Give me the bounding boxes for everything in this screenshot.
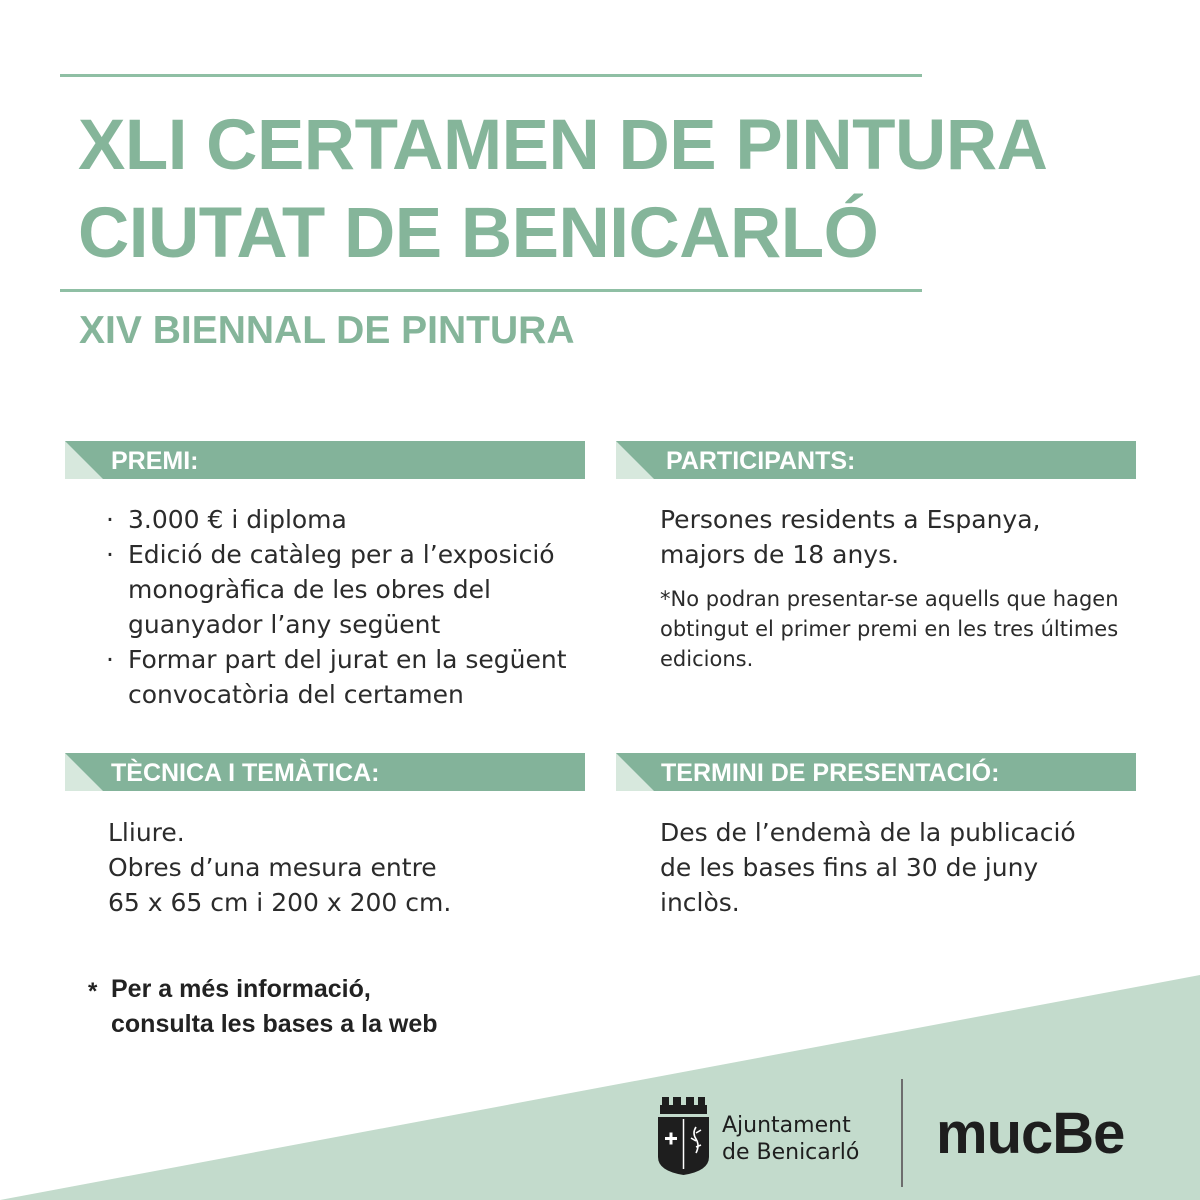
ajuntament-line-2: de Benicarló [722,1140,860,1165]
participants-note: *No podran presentar-se aquells que hagen obtingut el primer premi en les tres últimes edicions. [660,587,1119,671]
termini-header [616,753,1136,791]
participants-header [616,441,1136,479]
ajuntament-logo-text [722,1112,859,1166]
participants-body [660,502,1130,674]
tecnica-line-1: Lliure. [108,818,185,847]
premi-heading: PREMI: [111,447,199,475]
more-info [88,972,438,1042]
ajuntament-line-1: Ajuntament [722,1113,851,1138]
participants-heading: PARTICIPANTS: [666,447,856,475]
coat-of-arms-icon [656,1097,711,1175]
termini-heading: TERMINI DE PRESENTACIÓ: [661,759,1000,787]
tecnica-body [108,815,578,920]
tecnica-header [65,753,585,791]
premi-item: · Formar part del jurat en la següent convocatòria del certamen [108,642,578,712]
premi-body [108,502,578,712]
participants-line-1: Persones residents a Espanya, [660,505,1041,534]
premi-item: · Edició de catàleg per a l’exposició monogràfica de les obres del guanyador l’any següent [108,537,578,642]
top-rule [60,74,922,77]
premi-item: · 3.000 € i diploma [108,502,578,537]
band-corner [65,753,103,791]
subtitle: XIV BIENNAL DE PINTURA [79,309,575,352]
middle-rule [60,289,922,292]
title-line-2: CIUTAT DE BENICARLÓ [78,194,879,273]
band-corner [616,753,654,791]
tecnica-line-2: Obres d’una mesura entre [108,853,437,882]
logo-divider [901,1079,903,1187]
premi-header [65,441,585,479]
title-line-1: XLI CERTAMEN DE PINTURA [78,106,1048,185]
participants-line-2: majors de 18 anys. [660,540,900,569]
termini-body: Des de l’endemà de la publicació de les bases fins al 30 de juny inclòs. [660,818,1076,917]
tecnica-line-3: 65 x 65 cm i 200 x 200 cm. [108,888,452,917]
mucbe-logo: mucBe [936,1101,1125,1166]
band-corner [616,441,654,479]
more-info-line-2: consulta les bases a la web [111,1010,438,1038]
more-info-line-1: Per a més informació, [111,975,371,1003]
band-corner [65,441,103,479]
asterisk-icon: * [88,978,98,1005]
tecnica-heading: TÈCNICA I TEMÀTICA: [111,759,380,787]
